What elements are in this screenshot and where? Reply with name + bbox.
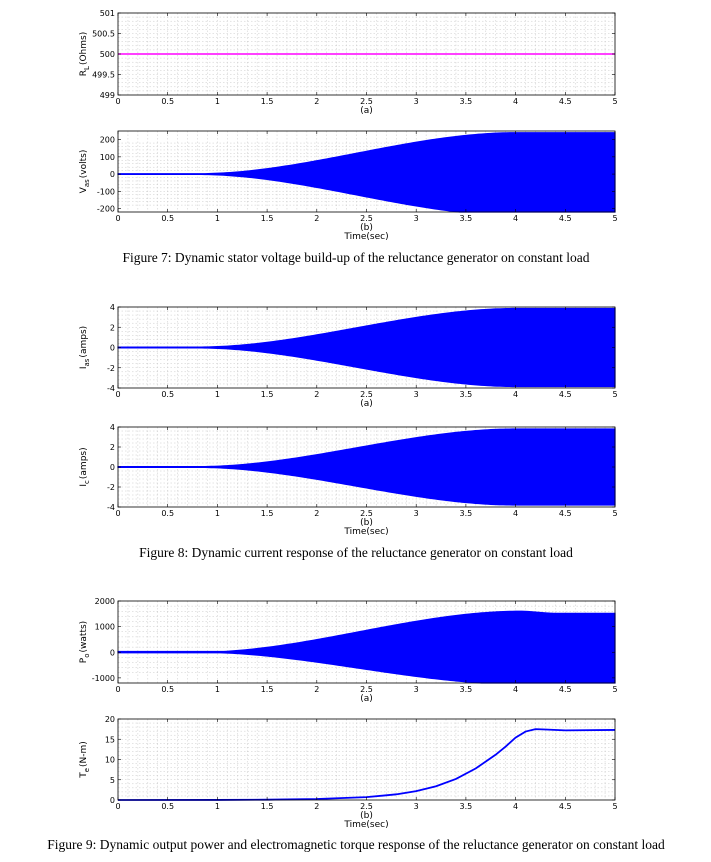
x-tick-label: 4.5 bbox=[558, 802, 572, 811]
x-tick-label: 2.5 bbox=[360, 97, 373, 106]
subplot-4 bbox=[79, 423, 618, 537]
subplot-3 bbox=[79, 303, 618, 409]
y-tick-label: 0 bbox=[109, 648, 115, 658]
y-axis-label: $P_o(watts)$ bbox=[79, 620, 91, 664]
y-tick-label: 499.5 bbox=[92, 70, 115, 80]
y-tick-label: 2 bbox=[109, 323, 115, 333]
x-tick-label: 2.5 bbox=[360, 685, 373, 694]
y-tick-label: 2000 bbox=[94, 597, 115, 606]
subplot-6 bbox=[79, 715, 618, 830]
y-tick-label: 500 bbox=[99, 50, 115, 59]
x-tick-label: 4 bbox=[513, 685, 519, 694]
y-axis-label: $V_{as}(volts)$ bbox=[79, 149, 91, 194]
y-axis-label: $I_c(amps)$ bbox=[79, 447, 91, 487]
x-tick-label: 4.5 bbox=[558, 509, 572, 518]
x-tick-label: 4.5 bbox=[558, 97, 572, 106]
y-axis-label: $T_e(N-m)$ bbox=[79, 741, 91, 778]
y-tick-label: 4 bbox=[109, 423, 115, 432]
x-tick-label: 4 bbox=[513, 509, 519, 518]
x-tick-label: 2.5 bbox=[360, 802, 373, 811]
y-tick-label: 4 bbox=[109, 303, 115, 312]
subplot-1 bbox=[79, 9, 618, 116]
x-tick-label: 3 bbox=[413, 509, 419, 518]
x-tick-label: 2 bbox=[314, 390, 320, 399]
x-tick-label: 0 bbox=[115, 685, 121, 694]
x-tick-label: 2.5 bbox=[360, 390, 373, 399]
x-tick-label: 2 bbox=[314, 802, 320, 811]
x-tick-label: 2 bbox=[314, 685, 320, 694]
x-tick-label: 0 bbox=[115, 802, 121, 811]
x-tick-label: 0.5 bbox=[161, 802, 175, 811]
x-tick-label: 0 bbox=[115, 97, 121, 106]
y-tick-label: 500.5 bbox=[92, 29, 115, 39]
x-tick-label: 4 bbox=[513, 802, 519, 811]
x-tick-label: 1.5 bbox=[260, 214, 274, 223]
x-tick-label: 3 bbox=[413, 390, 419, 399]
x-tick-label: 1.5 bbox=[260, 802, 274, 811]
x-tick-label: 1.5 bbox=[260, 390, 274, 399]
y-tick-label: -2 bbox=[107, 363, 115, 373]
x-tick-label: 3.5 bbox=[459, 214, 473, 223]
x-tick-label: 1 bbox=[214, 685, 220, 694]
x-tick-label: 3.5 bbox=[459, 685, 473, 694]
plot-area bbox=[79, 9, 618, 830]
x-tick-label: 5 bbox=[612, 97, 618, 106]
x-tick-label: 2 bbox=[314, 214, 320, 223]
x-tick-label: 1 bbox=[214, 390, 220, 399]
x-tick-label: 1.5 bbox=[260, 97, 274, 106]
x-tick-label: 2 bbox=[314, 97, 320, 106]
x-tick-label: 5 bbox=[612, 509, 618, 518]
subplot-sublabel: (a) bbox=[360, 399, 373, 409]
subplot-sublabel: (b) bbox=[360, 518, 373, 528]
x-tick-label: 5 bbox=[612, 685, 618, 694]
y-tick-label: 20 bbox=[104, 715, 115, 724]
y-tick-label: -2 bbox=[107, 483, 115, 492]
x-tick-label: 0.5 bbox=[161, 509, 175, 518]
x-tick-label: 1.5 bbox=[260, 685, 274, 694]
x-tick-label: 0.5 bbox=[161, 390, 175, 399]
x-tick-label: 1.5 bbox=[260, 509, 274, 518]
x-tick-label: 0.5 bbox=[161, 97, 175, 106]
subplot-2 bbox=[79, 131, 618, 242]
y-tick-label: 0 bbox=[109, 343, 115, 353]
y-tick-label: 100 bbox=[99, 152, 115, 162]
x-tick-label: 3.5 bbox=[459, 390, 473, 399]
x-axis-label: Time(sec) bbox=[344, 527, 389, 537]
y-tick-label: 5 bbox=[109, 775, 115, 785]
y-axis-label: $I_{as}(amps)$ bbox=[79, 325, 91, 370]
x-tick-label: 5 bbox=[612, 390, 618, 399]
y-tick-label: 10 bbox=[104, 755, 115, 765]
x-tick-label: 0.5 bbox=[161, 214, 175, 223]
x-tick-label: 3.5 bbox=[459, 509, 473, 518]
x-axis-label: Time(sec) bbox=[344, 232, 389, 242]
x-tick-label: 2 bbox=[314, 509, 320, 518]
y-tick-label: 0 bbox=[109, 796, 115, 805]
x-tick-label: 0.5 bbox=[161, 685, 175, 694]
subplot-5 bbox=[79, 597, 618, 704]
x-axis-label: Time(sec) bbox=[344, 820, 389, 830]
y-tick-label: 0 bbox=[109, 463, 115, 472]
caption-figure-8: Figure 8: Dynamic current response of the reluctance generator on constant load bbox=[139, 545, 573, 560]
x-tick-label: 2.5 bbox=[360, 509, 373, 518]
x-tick-label: 5 bbox=[612, 802, 618, 811]
x-tick-label: 3.5 bbox=[459, 97, 473, 106]
y-tick-label: -1000 bbox=[91, 673, 115, 683]
x-tick-label: 1 bbox=[214, 509, 220, 518]
x-tick-label: 5 bbox=[612, 214, 618, 223]
x-tick-label: 3.5 bbox=[459, 802, 473, 811]
x-tick-label: 3 bbox=[413, 802, 419, 811]
x-tick-label: 3 bbox=[413, 97, 419, 106]
y-tick-label: -4 bbox=[107, 384, 115, 393]
x-tick-label: 1 bbox=[214, 97, 220, 106]
y-tick-label: 0 bbox=[109, 170, 115, 180]
x-tick-label: 0 bbox=[115, 509, 121, 518]
x-tick-label: 1 bbox=[214, 802, 220, 811]
y-tick-label: 15 bbox=[104, 735, 115, 745]
x-tick-label: 4.5 bbox=[558, 685, 572, 694]
y-tick-label: 200 bbox=[99, 135, 115, 145]
x-tick-label: 4.5 bbox=[558, 390, 572, 399]
x-tick-label: 0 bbox=[115, 214, 121, 223]
y-tick-label: -200 bbox=[96, 204, 115, 214]
series-envelope bbox=[118, 133, 615, 212]
subplot-sublabel: (a) bbox=[360, 694, 373, 704]
x-tick-label: 4 bbox=[513, 390, 519, 399]
x-tick-label: 4 bbox=[513, 214, 519, 223]
x-tick-label: 3 bbox=[413, 214, 419, 223]
y-tick-label: 2 bbox=[109, 443, 115, 452]
y-tick-label: 501 bbox=[99, 9, 115, 18]
x-tick-label: 0 bbox=[115, 390, 121, 399]
subplot-sublabel: (b) bbox=[360, 811, 373, 821]
y-tick-label: -100 bbox=[96, 187, 115, 197]
x-tick-label: 3 bbox=[413, 685, 419, 694]
y-tick-label: -4 bbox=[107, 503, 115, 512]
x-tick-label: 1 bbox=[214, 214, 220, 223]
caption-figure-7: Figure 7: Dynamic stator voltage build-up of the reluctance generator on constant load bbox=[122, 250, 590, 265]
subplot-sublabel: (b) bbox=[360, 223, 373, 233]
subplot-sublabel: (a) bbox=[360, 106, 373, 116]
x-tick-label: 4.5 bbox=[558, 214, 572, 223]
y-tick-label: 499 bbox=[99, 91, 115, 100]
x-tick-label: 2.5 bbox=[360, 214, 373, 223]
caption-figure-9: Figure 9: Dynamic output power and electromagnetic torque response of the reluctance generator on constant load bbox=[47, 837, 665, 852]
y-tick-label: 1000 bbox=[94, 622, 115, 632]
y-axis-label: $R_L(Ohms)$ bbox=[79, 31, 91, 77]
x-tick-label: 4 bbox=[513, 97, 519, 106]
